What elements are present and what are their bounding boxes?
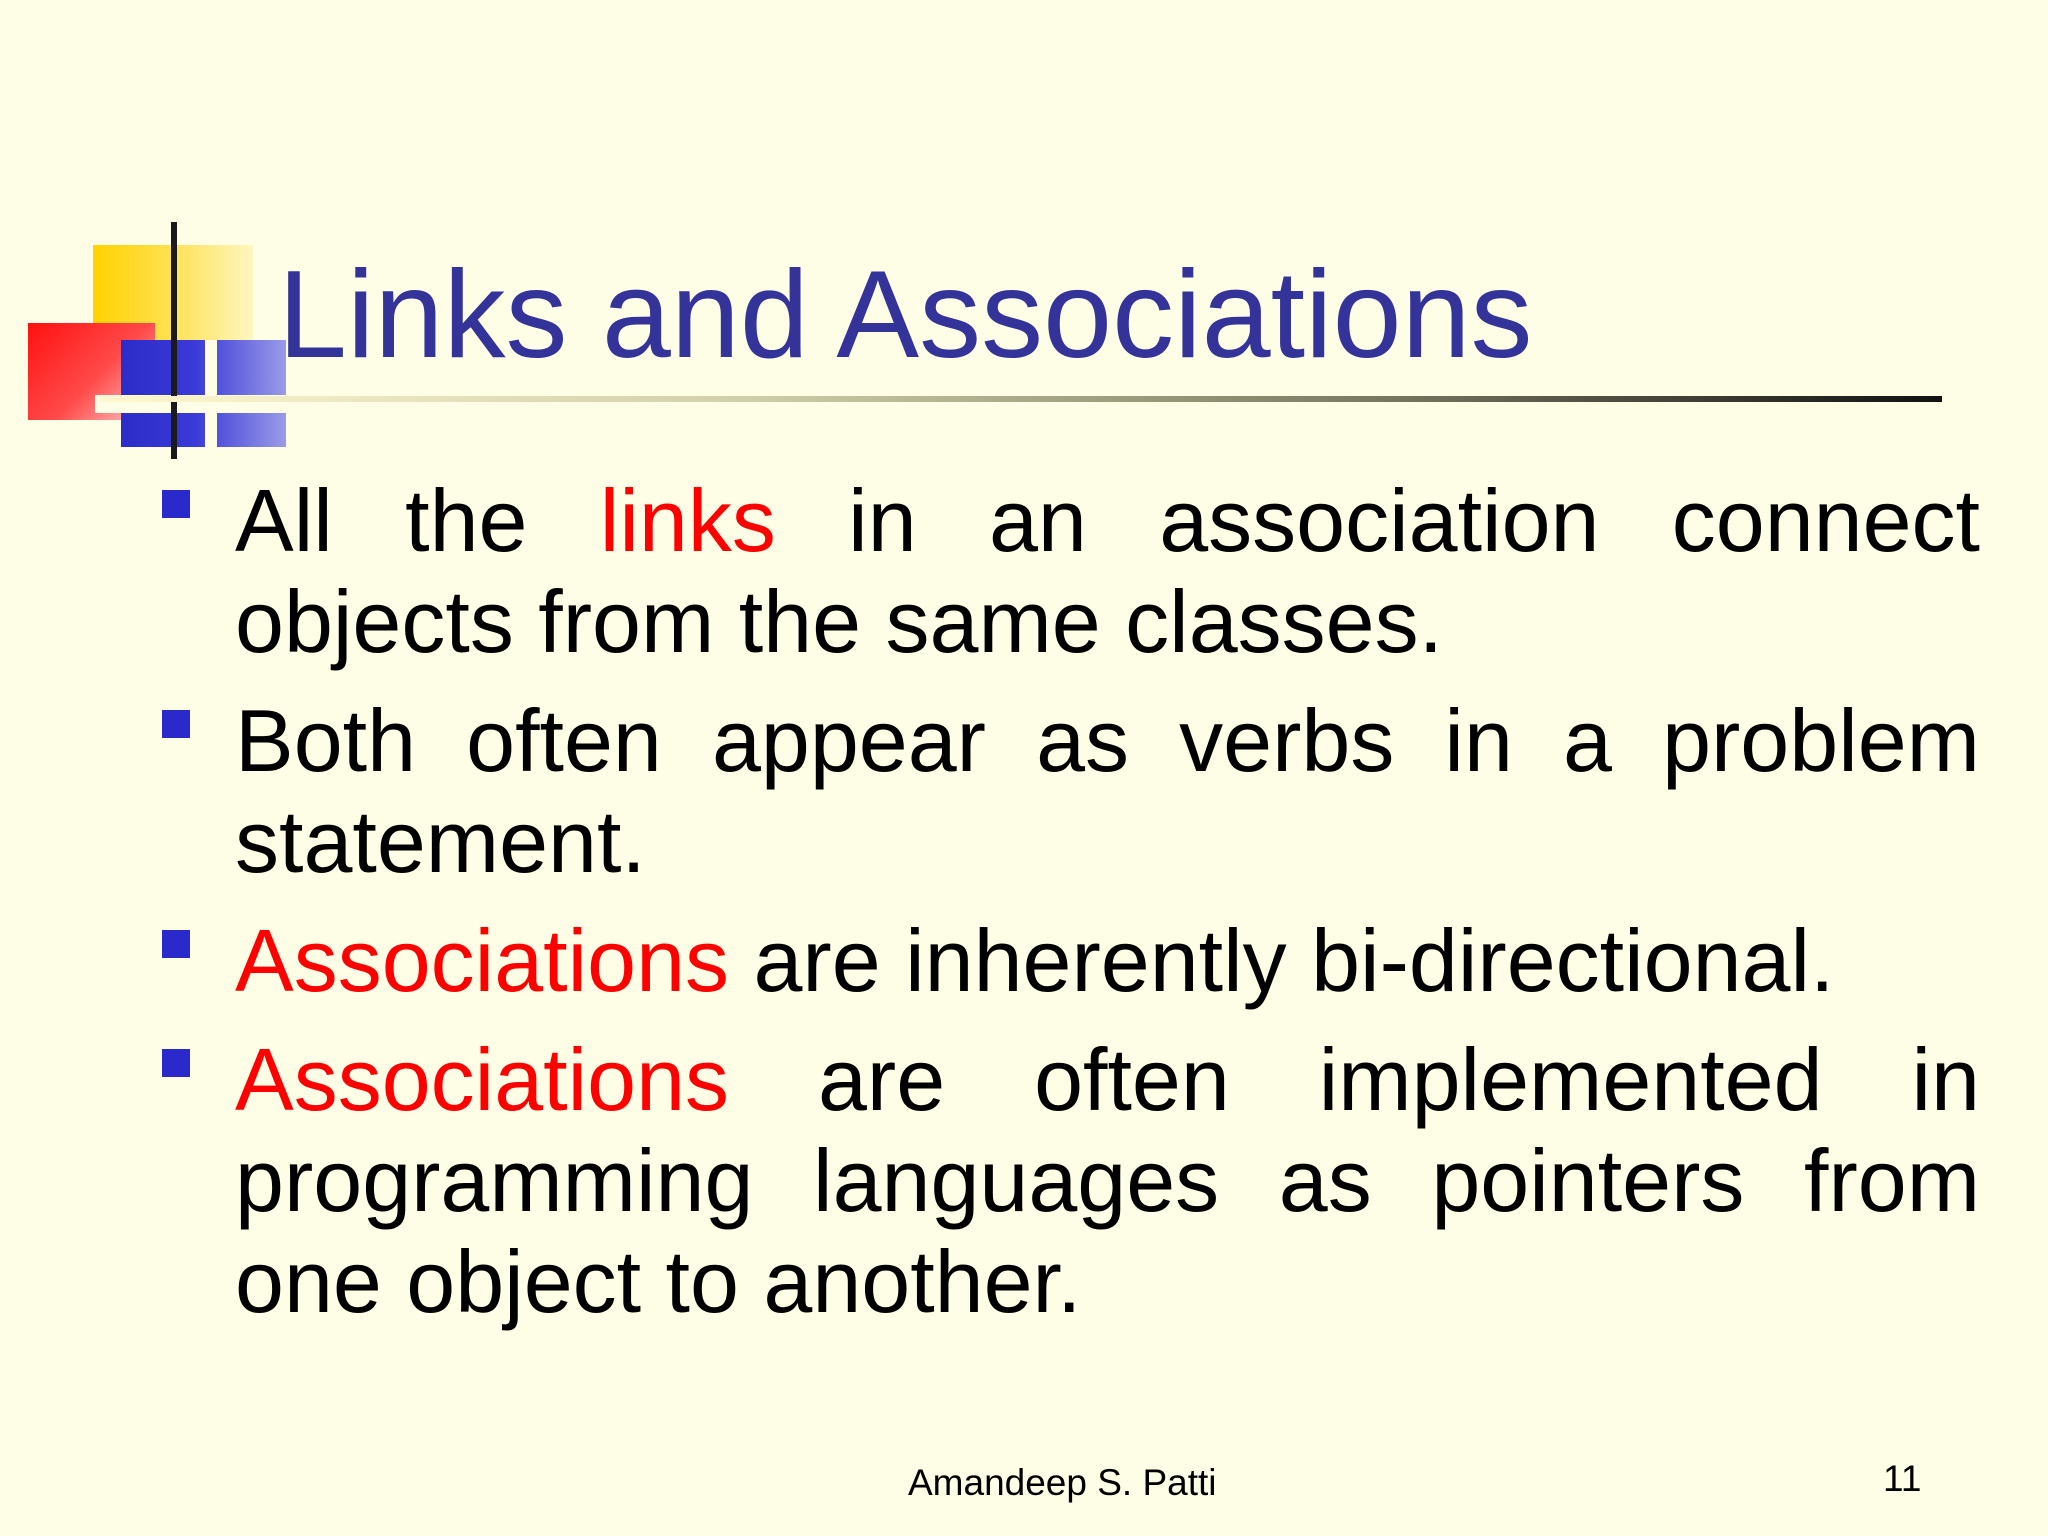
bullet-text: in an association connect (775, 471, 1980, 570)
decoration-blue-square (121, 340, 286, 447)
square-bullet-icon (162, 930, 190, 958)
bullet-text: are inherently bi-directional. (729, 911, 1835, 1010)
bullet-item (160, 690, 1980, 892)
bullet-text: All the (235, 471, 600, 570)
bullet-line (235, 571, 1980, 672)
bullet-line (235, 1231, 1980, 1332)
square-bullet-icon (162, 1049, 190, 1077)
decoration-gap-vertical (205, 340, 217, 450)
decoration-vertical-line (171, 222, 177, 459)
bullet-text: programming languages as pointers from (235, 1131, 1980, 1230)
square-bullet-icon (162, 710, 190, 738)
title-underline-rule (100, 396, 1942, 402)
bullet-line (235, 690, 1980, 791)
slide-title: Links and Associations (278, 246, 1533, 384)
highlighted-term: links (599, 471, 776, 570)
bullet-line (235, 1029, 1980, 1130)
bullet-text: Both often appear as verbs in a problem (235, 691, 1980, 790)
bullet-line (235, 1130, 1980, 1231)
bullet-item (160, 470, 1980, 672)
bullet-list (160, 470, 1980, 1350)
bullet-text: are often implemented in (729, 1030, 1980, 1129)
highlighted-term: Associations (235, 911, 730, 1010)
bullet-text: objects from the same classes. (235, 572, 1444, 671)
bullet-text: one object to another. (235, 1232, 1082, 1331)
bullet-line (235, 910, 1980, 1011)
highlighted-term: Associations (235, 1030, 730, 1129)
footer-author: Amandeep S. Patti (908, 1462, 1217, 1503)
page-number: 11 (1883, 1458, 1922, 1499)
bullet-item (160, 910, 1980, 1011)
bullet-line (235, 470, 1980, 571)
square-bullet-icon (162, 490, 190, 518)
bullet-line (235, 791, 1980, 892)
bullet-text: statement. (235, 792, 646, 891)
bullet-item (160, 1029, 1980, 1332)
